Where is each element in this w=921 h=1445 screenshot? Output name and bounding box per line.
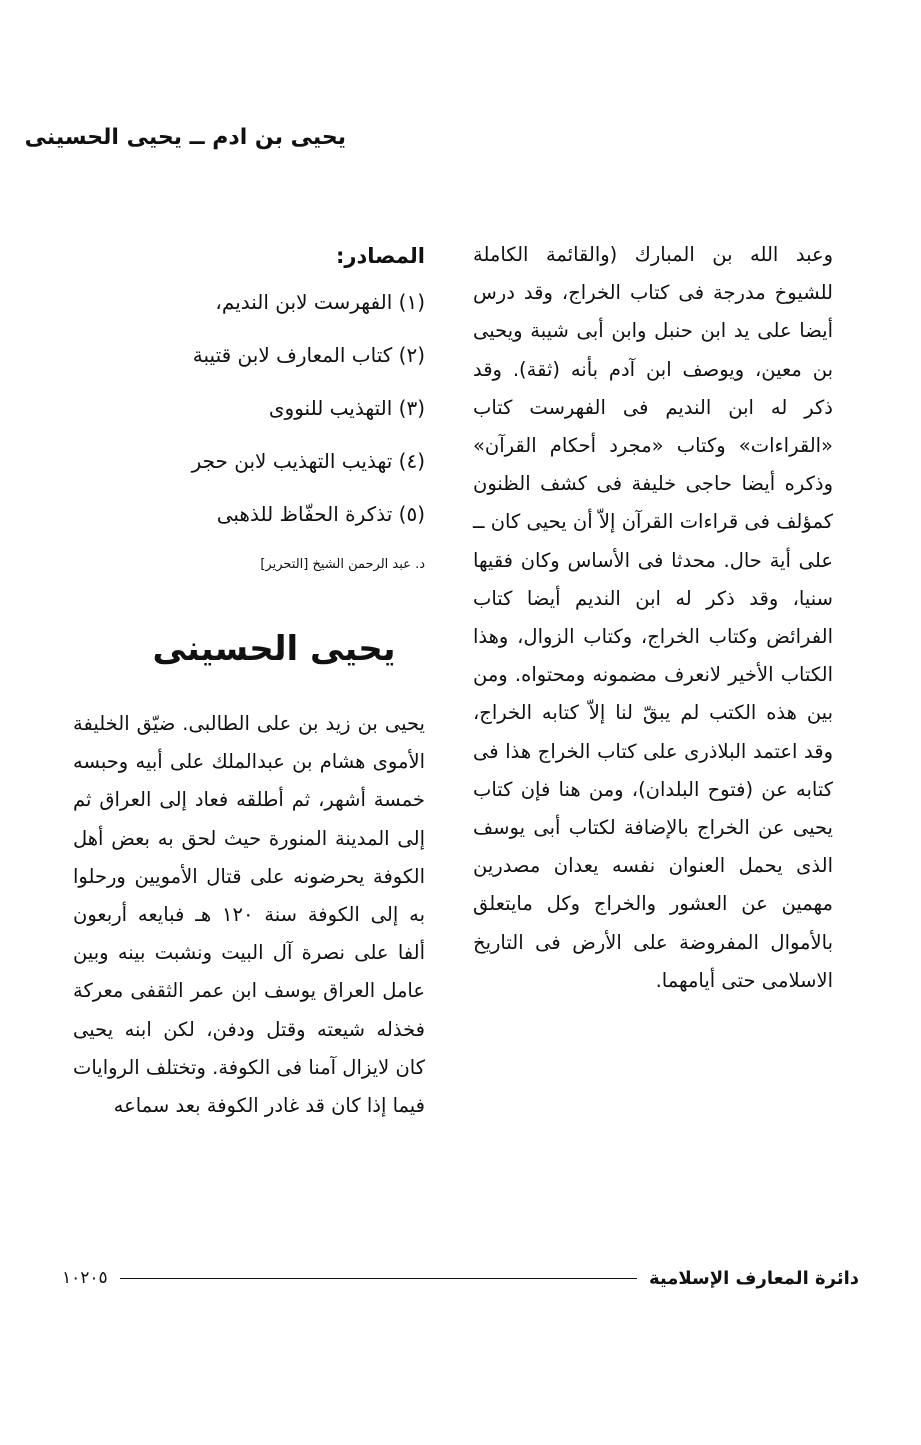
source-item: (٢) كتاب المعارف لابن قتيبة — [192, 343, 425, 367]
source-item: (٤) تهذيب التهذيب لابن حجر — [191, 449, 425, 473]
page-footer — [62, 1260, 859, 1296]
footer-rule — [120, 1278, 637, 1279]
page-number: ١٠٢٠٥ — [62, 1268, 108, 1288]
sources-heading: المصادر: — [335, 244, 425, 268]
right-column-text: وعبد الله بن المبارك (والقائمة الكاملة للشيوخ مدرجة فى كتاب الخراج، وقد درس أيضا على يد ابن حنبل وابن أبى شيبة ويحيى بن معين، ويوصف ابن آدم بأنه (ثقة). وقد ذكر له ابن النديم فى الفهرست كتاب «القراءات» وكتاب «مجرد أحكام القرآن» وذكره أيضا حاجى خليفة فى كشف الظنون كمؤلف فى قراءات القرآن إلاّ أن يحيى كان ــ على أية حال. محدثا فى الأساس وكان فقيها سنيا، وقد ذكر له ابن النديم أيضا كتاب الفرائض وكتاب الخراج، وكتاب الزوال، وهذا الكتاب الأخير لانعرف مضمونه ومحتواه. ومن بين هذه الكتب لم يبقّ لنا إلاّ كتابه الخراج، وقد اعتمد البلاذرى على كتاب الخراج هذا فى كتابه عن (فتوح البلدان)، ومن هنا فإن كتاب يحيى عن الخراج بالإضافة لكتاب أبى يوسف الذى يحمل العنوان نفسه يعدان مصدرين مهمين عن العشور والخراج وكل مايتعلق بالأموال المفروضة على الأرض فى التاريخ الاسلامى حتى أيامهما. — [473, 243, 833, 992]
running-head: يحيى بن ادم ــ يحيى الحسينى — [24, 125, 346, 150]
source-item: (٣) التهذيب للنووى — [268, 396, 425, 420]
sources-list — [73, 276, 425, 541]
source-item: (١) الفهرست لابن النديم، — [215, 290, 425, 314]
left-column — [73, 236, 425, 1125]
author-signature: د. عبد الرحمن الشيخ [التحرير] — [260, 557, 425, 572]
source-item: (٥) تذكرة الحفّاظ للذهبى — [216, 502, 425, 526]
footer-title: دائرة المعارف الإسلامية — [648, 1267, 859, 1289]
right-column — [473, 236, 833, 1000]
article-title: يحيى الحسينى — [152, 629, 396, 669]
article-body: يحيى بن زيد بن على الطالبى. ضيّق الخليفة الأموى هشام بن عبدالملك على أبيه وحبسه خمسة أشهر، ثم أطلقه فعاد إلى العراق ثم إلى المدينة المنورة حيث لحق به بعض أهل الكوفة يحرضونه على قتال الأمويين ورحلوا به إلى الكوفة سنة ١٢٠ هـ فبايعه أربعون ألفا على نصرة آل البيت ونشبت بينه وبين عامل العراق يوسف ابن عمر الثقفى معركة فخذله شيعته وقتل ودفن، لكن ابنه يحيى كان لايزال آمنا فى الكوفة. وتختلف الروايات فيما إذا كان قد غادر الكوفة بعد سماعه — [73, 712, 426, 1118]
